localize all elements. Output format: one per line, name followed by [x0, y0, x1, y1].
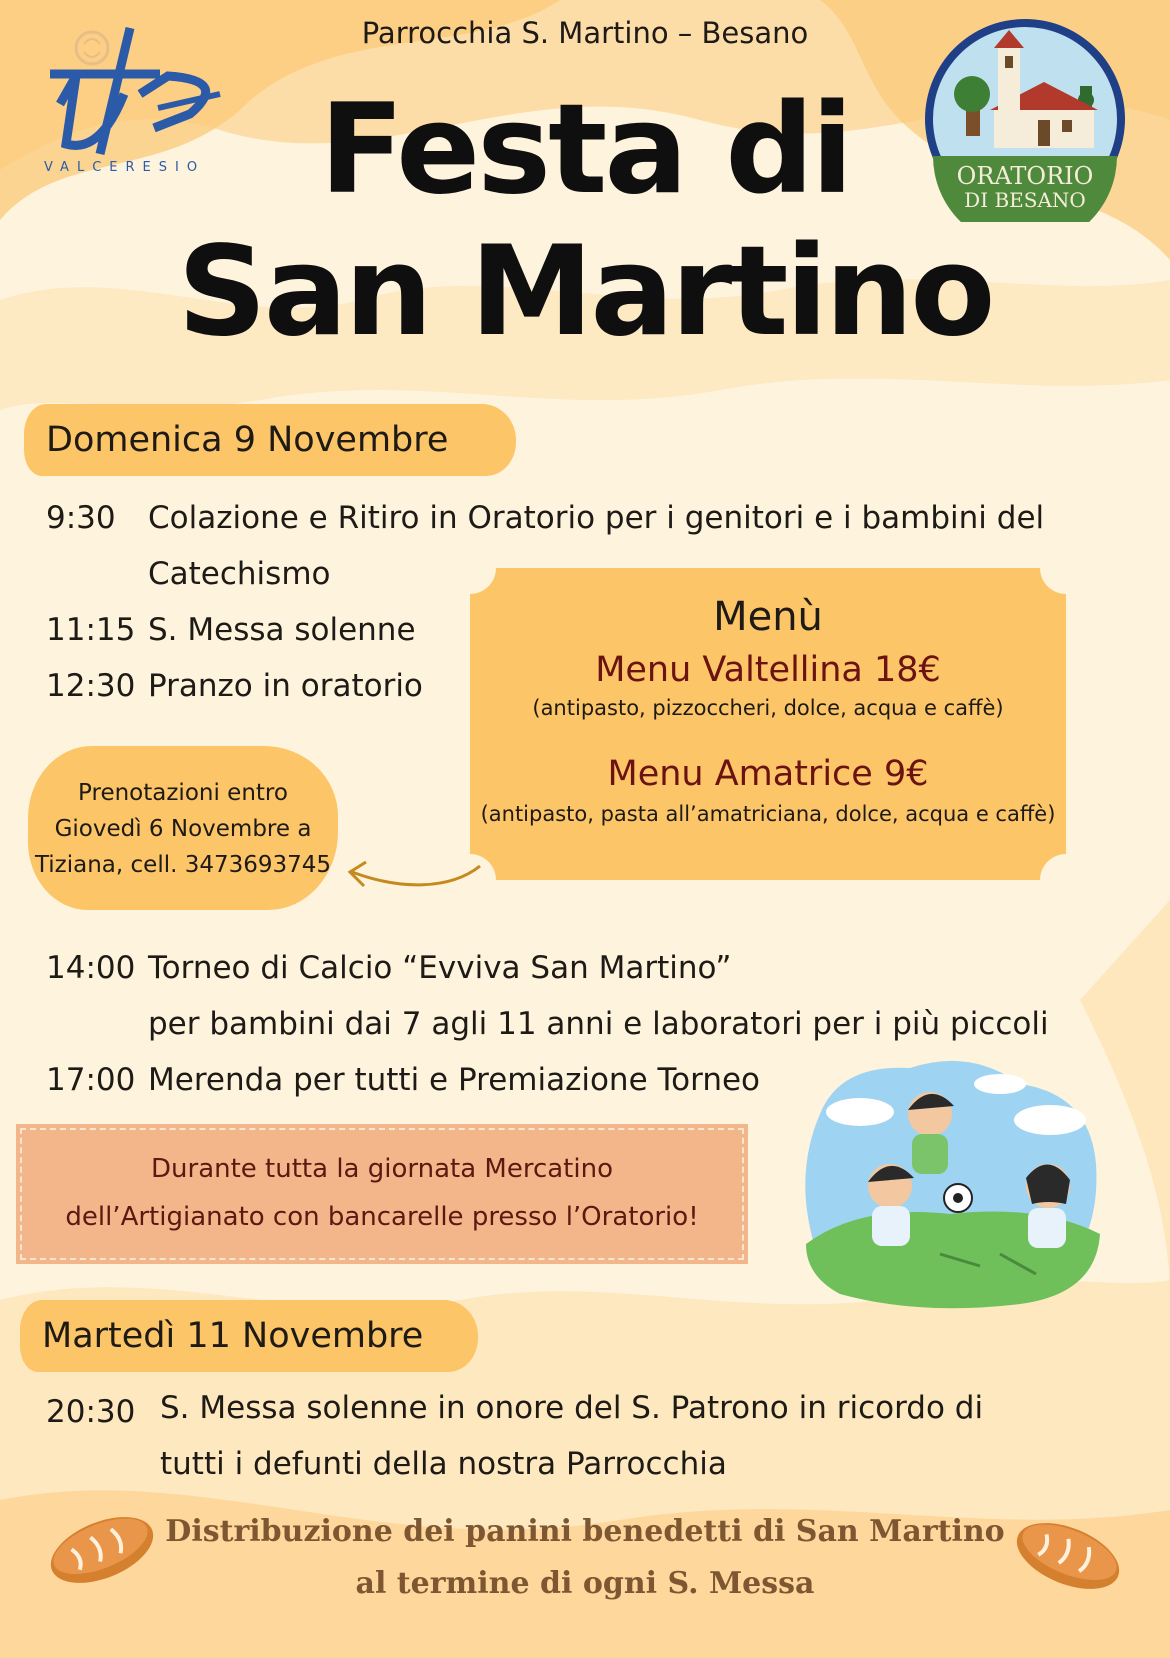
event-time: 14:00	[46, 950, 136, 986]
menu-item-detail: (antipasto, pasta all’amatriciana, dolce, acqua e caffè)	[480, 802, 1056, 826]
title-line2: San Martino	[177, 220, 993, 364]
event-text: Pranzo in oratorio	[148, 668, 423, 704]
event-text: Colazione e Ritiro in Oratorio per i genitori e i bambini del	[148, 500, 1045, 536]
event-text: S. Messa solenne in onore del S. Patrono in ricordo di	[160, 1390, 984, 1426]
soccer-kids-illustration	[800, 1054, 1104, 1310]
event-text: Torneo di Calcio “Evviva San Martino”	[148, 950, 732, 986]
title-line1: Festa di	[319, 78, 851, 222]
event-text-cont: Catechismo	[148, 556, 331, 592]
logo-text-line2: DI BESANO	[964, 188, 1086, 212]
logo-text-line1: ORATORIO	[956, 162, 1094, 190]
menu-title: Menù	[713, 594, 823, 640]
menu-item-detail: (antipasto, pizzoccheri, dolce, acqua e caffè)	[532, 696, 1004, 720]
market-line: dell’Artigianato con bancarelle presso l’Oratorio!	[65, 1202, 699, 1232]
logo-caption: VALCERESIO	[44, 160, 206, 175]
day2-heading: Martedì 11 Novembre	[20, 1300, 478, 1372]
market-notice	[20, 1128, 744, 1260]
parish-name: Parrocchia S. Martino – Besano	[361, 16, 809, 50]
day1-heading: Domenica 9 Novembre	[24, 404, 516, 476]
reservation-line: Giovedì 6 Novembre a	[54, 816, 312, 842]
curved-arrow-icon	[340, 850, 490, 900]
event-text: Merenda per tutti e Premiazione Torneo	[148, 1062, 761, 1098]
event-time: 17:00	[46, 1062, 136, 1098]
footer-line1: Distribuzione dei panini benedetti di San Martino	[165, 1514, 1005, 1549]
reservation-line: Tiziana, cell. 3473693745	[34, 852, 332, 878]
event-text-cont: tutti i defunti della nostra Parrocchia	[160, 1446, 727, 1482]
market-line: Durante tutta la giornata Mercatino	[151, 1154, 613, 1184]
menu-item-name: Menu Amatrice 9€	[607, 754, 929, 794]
event-time: 9:30	[46, 500, 116, 536]
footer-line2: al termine di ogni S. Messa	[355, 1566, 815, 1601]
menu-item-name: Menu Valtellina 18€	[595, 650, 941, 690]
event-text-cont: per bambini dai 7 agli 11 anni e laboratori per i più piccoli	[148, 1006, 1049, 1042]
reservation-line: Prenotazioni entro	[78, 780, 288, 806]
event-time: 12:30	[46, 668, 136, 704]
event-time: 11:15	[46, 612, 136, 648]
event-text: S. Messa solenne	[148, 612, 416, 648]
event-time: 20:30	[46, 1394, 136, 1430]
